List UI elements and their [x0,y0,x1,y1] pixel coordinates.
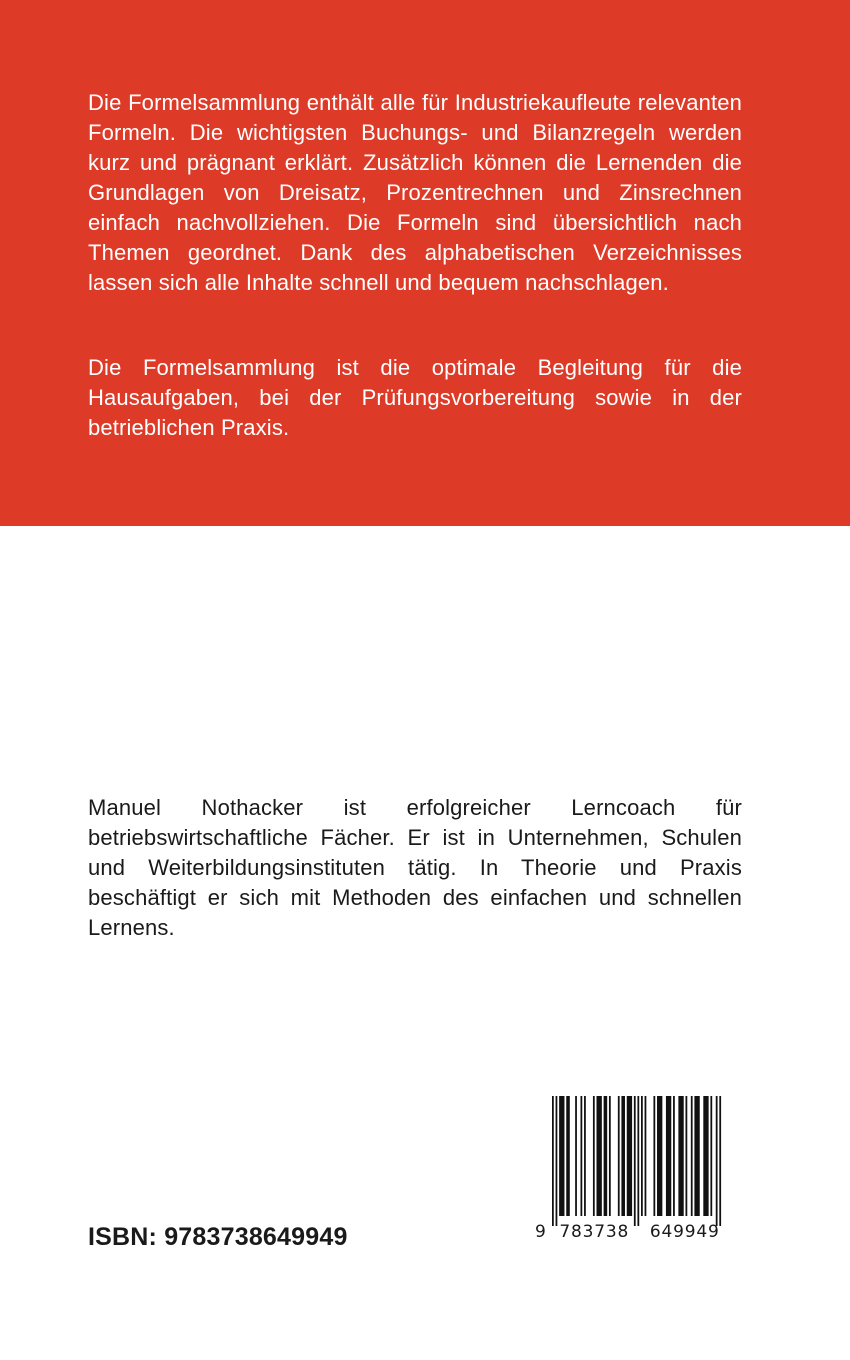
barcode-guard-bar [634,1096,636,1226]
barcode-bar [710,1096,712,1216]
barcode-guard-bar [637,1096,639,1226]
blurb-paragraph-1: Die Formelsammlung enthält alle für Industriekaufleute relevanten Formeln. Die wichtigsten Buchungs- und Bilanzregeln werden kurz und prägnant erklärt. Zusätzlich können die Lernenden die Grundlagen von Dreisatz, Prozentrechnen und Zinsrechnen einfach nachvollziehen. Die Formeln sind übersichtlich nach Themen geordnet. Dank des alphabetischen Verzeichnisses lassen sich alle Inhalte schnell und bequem nachschlagen. [88,90,742,295]
barcode-bar [678,1096,683,1216]
barcode [535,1096,730,1246]
barcode-bar [593,1096,595,1216]
barcode-bar [666,1096,671,1216]
barcode-bar [609,1096,611,1216]
barcode-bar [584,1096,586,1216]
barcode-left-group: 783738 [559,1222,630,1242]
barcode-bar [686,1096,688,1216]
barcode-bar [627,1096,632,1216]
barcode-right-group: 649949 [649,1222,720,1242]
barcode-bar [657,1096,662,1216]
isbn-label: ISBN: 9783738649949 [88,1223,348,1251]
barcode-bar [673,1096,675,1216]
barcode-bar [691,1096,693,1216]
barcode-bar [641,1096,643,1216]
barcode-guard-bar [719,1096,721,1226]
barcode-bar [621,1096,625,1216]
barcode-digits [535,1222,730,1242]
barcode-bar [618,1096,620,1216]
author-bio: Manuel Nothacker ist erfolgreicher Lerncoach für betriebswirtschaftliche Fächer. Er ist in Unternehmen, Schulen und Weiterbildungsinstituten tätig. In Theorie und Praxis beschäftigt er sich mit Methoden des einfachen und schnellen Lernens. [88,795,742,940]
barcode-bar [559,1096,564,1216]
barcode-bar [653,1096,655,1216]
barcode-bar [694,1096,699,1216]
barcode-bar [645,1096,647,1216]
barcode-bar [566,1096,570,1216]
barcode-bar [703,1096,708,1216]
barcode-guard-bar [716,1096,718,1226]
blurb-paragraph-2: Die Formelsammlung ist die optimale Begleitung für die Hausaufgaben, bei der Prüfungsvorbereitung sowie in der betrieblichen Praxis. [88,355,742,440]
barcode-guard-bar [552,1096,554,1226]
barcode-bar [597,1096,602,1216]
barcode-bar [604,1096,608,1216]
blurb-panel [0,0,850,526]
barcode-guard-bar [556,1096,558,1226]
barcode-bar [575,1096,577,1216]
barcode-bar [580,1096,582,1216]
barcode-bars [535,1096,730,1226]
barcode-lead-digit: 9 [535,1222,546,1242]
